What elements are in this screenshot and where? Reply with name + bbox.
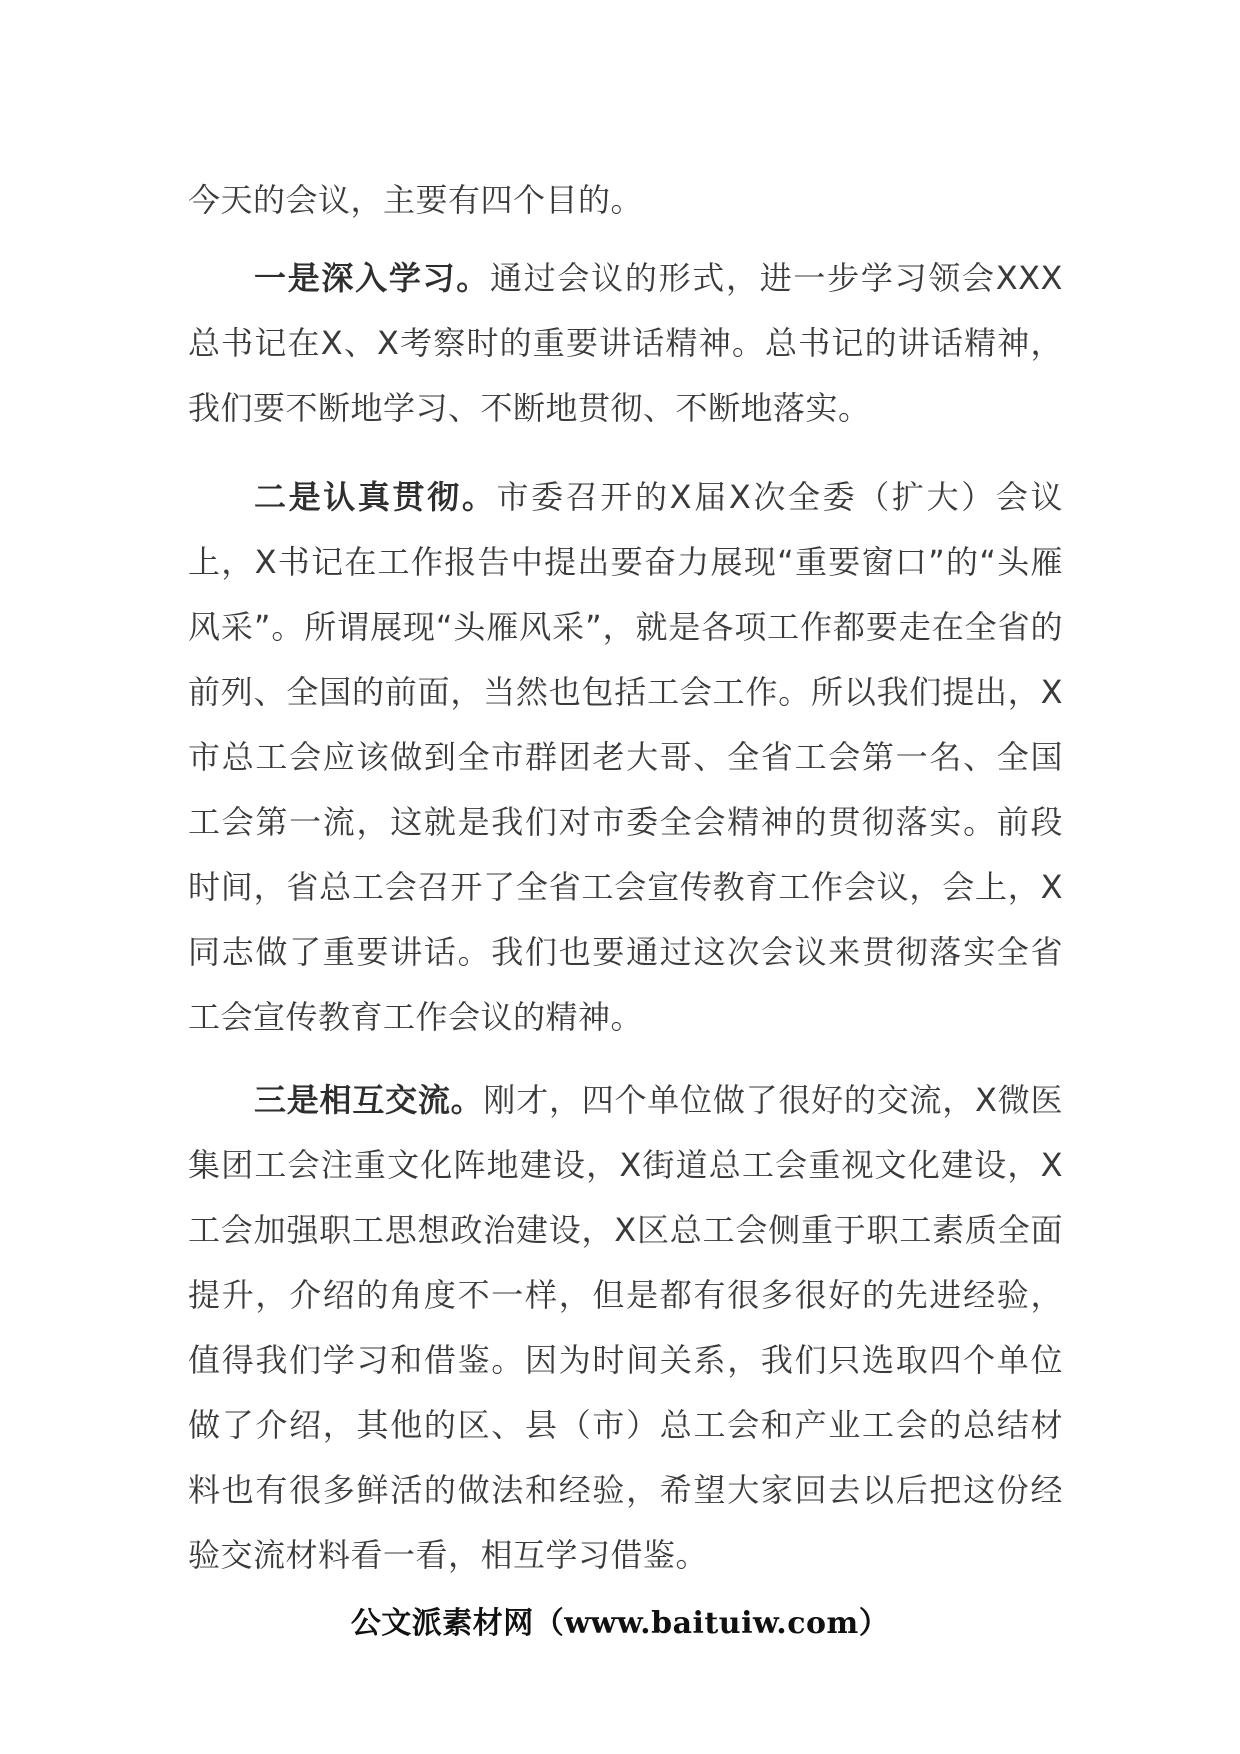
point-three-lead: 三是相互交流。 bbox=[254, 1081, 484, 1119]
point-three-paragraph bbox=[188, 1068, 1063, 1588]
intro-paragraph: 今天的会议，主要有四个目的。 bbox=[188, 181, 644, 219]
point-one-body: 通过会议的形式，进一步学习领会XXX总书记在X、X考察时的重要讲话精神。总书记的讲话精神，我们要不断地学习、不断地贯彻、不断地落实。 bbox=[188, 259, 1063, 427]
point-one-lead: 一是深入学习。 bbox=[254, 259, 490, 297]
point-three-body: 刚才，四个单位做了很好的交流，X微医集团工会注重文化阵地建设，X街道总工会重视文化建设，X工会加强职工思想政治建设，X区总工会侧重于职工素质全面提升，介绍的角度不一样，但是都有很多很好的先进经验，值得我们学习和借鉴。因为时间关系，我们只选取四个单位做了介绍，其他的区、县（市）总工会和产业工会的总结材料也有很多鲜活的做法和经验，希望大家回去以后把这份经验交流材料看一看，相互学习借鉴。 bbox=[188, 1081, 1063, 1574]
source-watermark-footer: 公文派素材网（www.baituiw.com） bbox=[350, 1606, 890, 1641]
point-two-lead: 二是认真贯彻。 bbox=[254, 478, 497, 516]
point-one-paragraph bbox=[188, 246, 1063, 441]
point-two-paragraph bbox=[188, 465, 1063, 1050]
point-two-body: 市委召开的X届X次全委（扩大）会议上，X书记在工作报告中提出要奋力展现“重要窗口”的“头雁风采”。所谓展现“头雁风采”，就是各项工作都要走在全省的前列、全国的前面，当然也包括工会工作。所以我们提出，X市总工会应该做到全市群团老大哥、全省工会第一名、全国工会第一流，这就是我们对市委全会精神的贯彻落实。前段时间，省总工会召开了全省工会宣传教育工作会议，会上，X同志做了重要讲话。我们也要通过这次会议来贯彻落实全省工会宣传教育工作会议的精神。 bbox=[188, 478, 1063, 1036]
